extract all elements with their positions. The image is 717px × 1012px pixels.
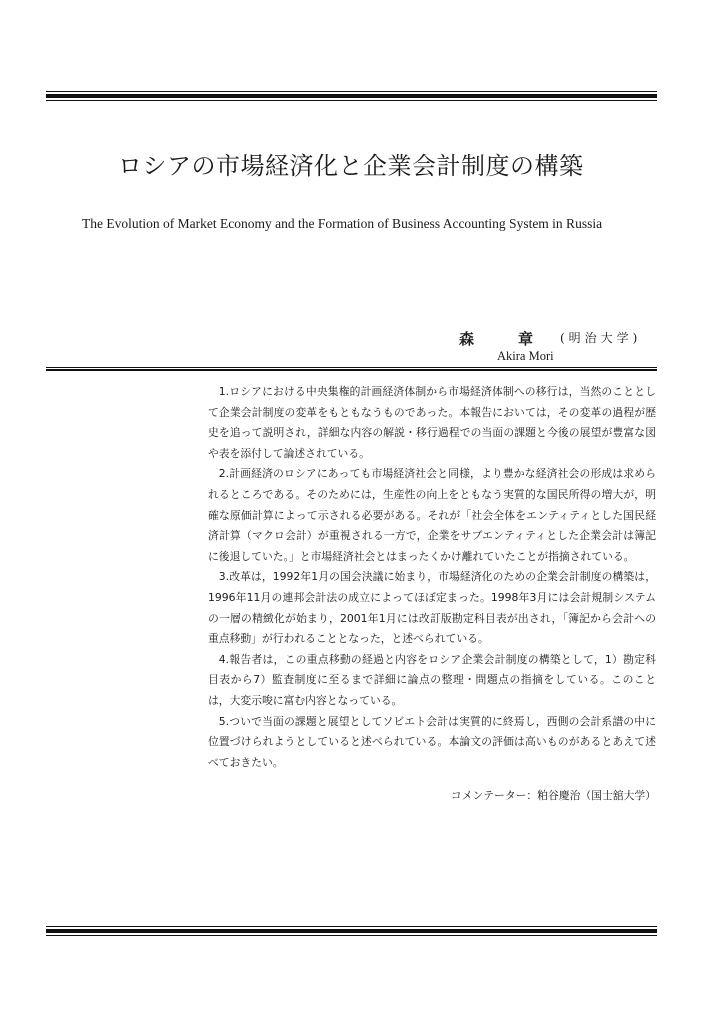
commentator-credit: コメンテーター：粕谷慶治（国士舘大学） [450,789,656,802]
paragraph: 1.ロシアにおける中央集権的計画経済体制から市場経済体制への移行は，当然のこととして企業会計制度の変革をもともなうものであった。本報告においては，その変革の過程が歴史を追って説明され，詳細な内容の解説・移行過程での当面の課題と今後の展望が豊富な図や表を添付して論述されている。 [208,385,656,460]
paragraph: 4.報告者は，この重点移動の経過と内容をロシア企業会計制度の構築として，1）勘定科目表から7）監査制度に至るまで詳細に論点の整理・問題点の指摘をしている。このことは，大変示唆に富む内容となっている。 [208,652,656,707]
paragraph: 2.計画経済のロシアにあっても市場経済社会と同様，より豊かな経済社会の形成は求められるところである。そのためには，生産性の向上をともなう実質的な国民所得の増大が，明確な原価計算によって示される必要がある。それが「社会全体をエンティティとした国民経済計算（マクロ会計）が重視される一方で，企業をサブエンティティとした企業会計は簿記に後退していた。」と市場経済社会とはまったくかけ離れていたことが指摘されている。 [208,467,656,563]
bottom-rule [46,926,657,936]
top-rule [46,91,657,101]
comment-body [208,382,656,773]
author-name-ja: 森章 [459,330,578,348]
page-title: ロシアの市場経済化と企業会計制度の構築 [118,152,584,180]
author-affiliation: (明治大学) [560,331,642,345]
paragraph: 3.改革は，1992年1月の国会決議に始まり，市場経済化のための企業会計制度の構築は，1996年11月の連邦会計法の成立によってほぼ定まった。1998年3月には会計規制システムの一層の精緻化が始まり，2001年1月には改訂版勘定科目表が出され，「簿記から会計への重点移動」が行われることとなった，と述べられている。 [208,570,656,646]
paragraph: 5.ついで当面の課題と展望としてソビエト会計は実質的に終焉し，西側の会計系譜の中に位置づけられようとしていると述べられている。本論文の評価は高いものがあるとあえて述べておきたい。 [208,714,656,769]
english-title: The Evolution of Market Economy and the Formation of Business Accounting System in Russia [82,216,603,231]
author-name-en: Akira Mori [497,349,554,363]
mid-rule [46,367,657,371]
